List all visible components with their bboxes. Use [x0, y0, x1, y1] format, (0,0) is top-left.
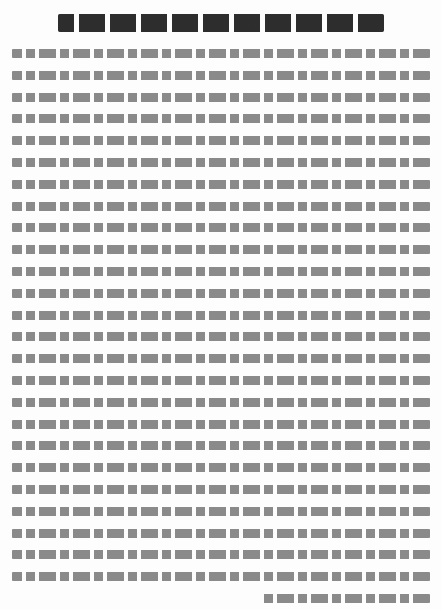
- article-line: [12, 216, 430, 238]
- line-placeholder: [12, 289, 430, 298]
- line-placeholder: [12, 398, 430, 407]
- article-line: [12, 434, 430, 456]
- article-line: [12, 391, 430, 413]
- article-line: [12, 195, 430, 217]
- article-line: [12, 500, 430, 522]
- line-placeholder: [12, 223, 430, 232]
- line-placeholder: [262, 594, 430, 603]
- article-line: [12, 347, 430, 369]
- line-placeholder: [12, 136, 430, 145]
- article-line: [12, 369, 430, 391]
- line-placeholder: [12, 354, 430, 363]
- line-placeholder: [12, 245, 430, 254]
- line-placeholder: [12, 180, 430, 189]
- article-line: [12, 413, 430, 435]
- line-placeholder: [12, 71, 430, 80]
- line-placeholder: [12, 572, 430, 581]
- article-line: [12, 260, 430, 282]
- article-line: [12, 565, 430, 587]
- article-line: [12, 173, 430, 195]
- line-placeholder: [12, 311, 430, 320]
- line-placeholder: [12, 158, 430, 167]
- line-placeholder: [12, 202, 430, 211]
- article-line: [12, 304, 430, 326]
- line-placeholder: [12, 49, 430, 58]
- article-line: [12, 282, 430, 304]
- line-placeholder: [12, 93, 430, 102]
- line-placeholder: [12, 507, 430, 516]
- article-line: [12, 86, 430, 108]
- article-line: [12, 478, 430, 500]
- article-line: [12, 587, 430, 609]
- line-placeholder: [12, 550, 430, 559]
- article-line: [12, 64, 430, 86]
- line-placeholder: [12, 529, 430, 538]
- headline-placeholder: [58, 14, 384, 32]
- article-line: [12, 107, 430, 129]
- line-placeholder: [12, 114, 430, 123]
- line-placeholder: [12, 441, 430, 450]
- article-body: [12, 42, 430, 609]
- line-placeholder: [12, 463, 430, 472]
- line-placeholder: [12, 267, 430, 276]
- line-placeholder: [12, 420, 430, 429]
- article-line: [12, 42, 430, 64]
- line-placeholder: [12, 332, 430, 341]
- article-line: [12, 543, 430, 565]
- article-line: [12, 238, 430, 260]
- article-line: [12, 129, 430, 151]
- article-line: [12, 522, 430, 544]
- article-line: [12, 151, 430, 173]
- line-placeholder: [12, 485, 430, 494]
- article-line: [12, 325, 430, 347]
- line-placeholder: [12, 376, 430, 385]
- article-line: [12, 456, 430, 478]
